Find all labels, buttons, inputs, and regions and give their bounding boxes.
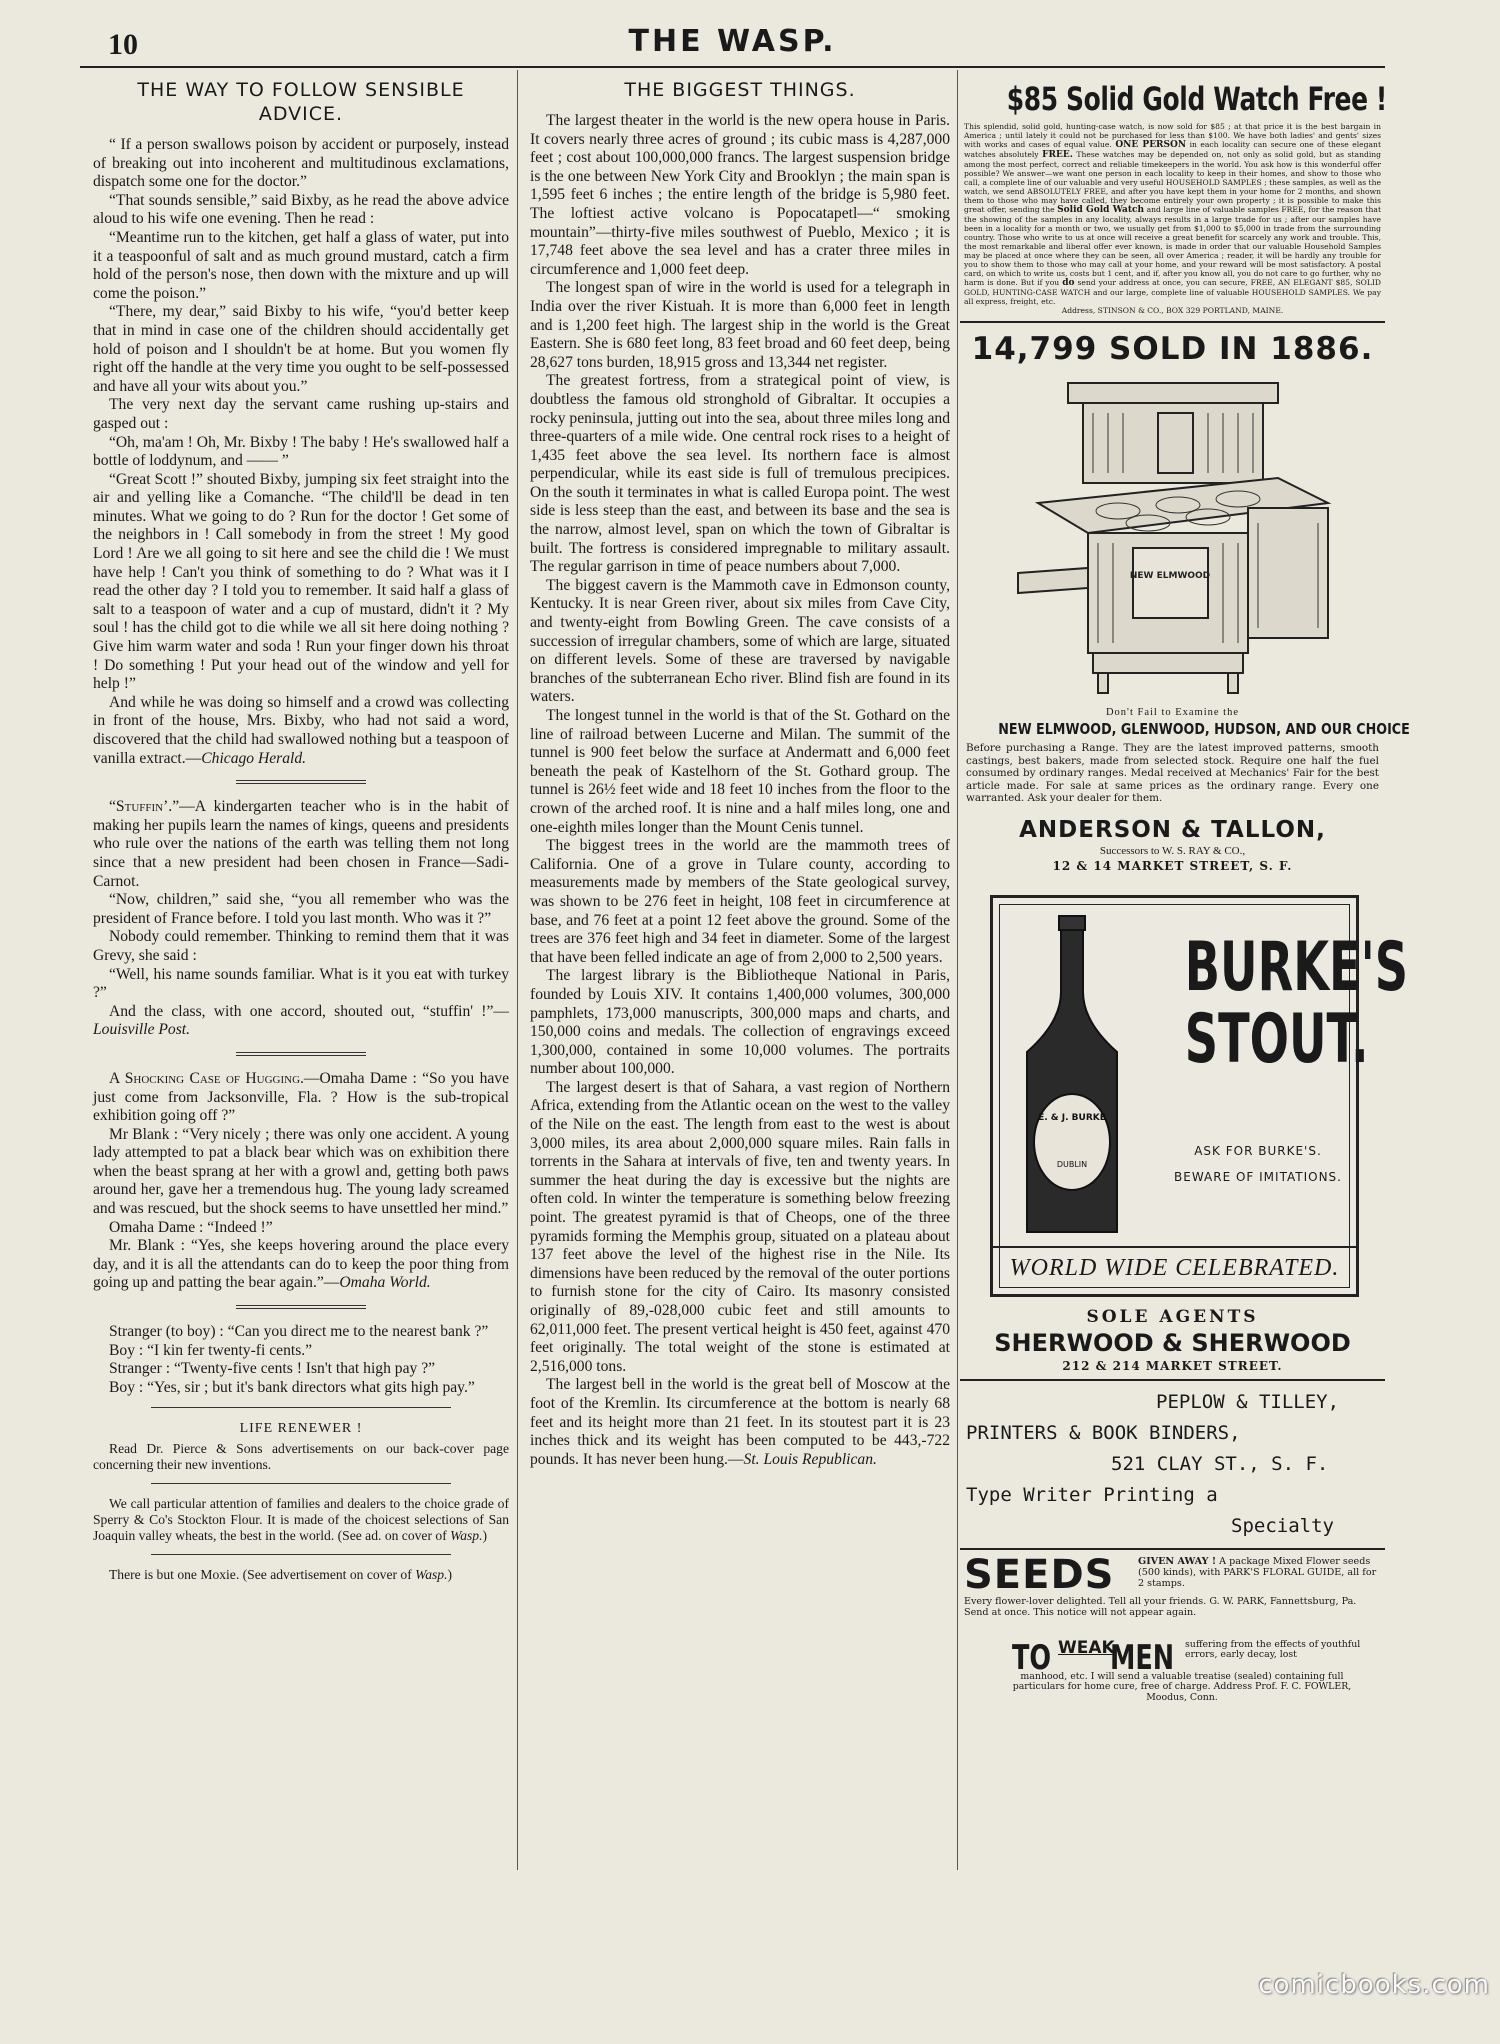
seeds-offer-text: A package Mixed Flower seeds (500 kinds), with PARK'S FLORAL GUIDE, all for 2 stamps. bbox=[1138, 1555, 1377, 1589]
article-hugging bbox=[93, 1070, 509, 1293]
paragraph bbox=[93, 694, 509, 768]
column-rule-2 bbox=[957, 70, 958, 1870]
bottle-label-top: E. & J. BURKE bbox=[1038, 1112, 1106, 1123]
separator bbox=[236, 1305, 366, 1309]
burkes-stout-title-line: STOUT. bbox=[1184, 999, 1369, 1079]
burkes-stout-title-line: BURKE'S bbox=[1184, 927, 1409, 1007]
paragraph: Omaha Dame : “Indeed !” bbox=[109, 1218, 273, 1236]
range-ad-headline: 14,799 SOLD IN 1886. bbox=[971, 331, 1374, 367]
article-lead: “Stuffin’.” bbox=[109, 798, 180, 816]
weak-men-text: manhood, etc. I will send a valuable treatise (sealed) containing full particulars for home cure, free of charge. Address Prof. F. C. FOWLER, Moodus, Conn. bbox=[1012, 1670, 1352, 1703]
paragraph: “Now, children,” said she, “you all remember who was the president of France before. I told you last month. Who was it ?” bbox=[93, 891, 509, 927]
source-credit: St. Louis Republican. bbox=[743, 1450, 877, 1468]
paragraph: “There, my dear,” said Bixby to his wife, “you'd better keep that in mind in case one of the children should accidentally get hold of poison and I shouldn't be at home. But you women fly right off the handle at the very time you ought to be self-possessed and have all your wits about you.” bbox=[93, 303, 509, 395]
paragraph: The very next day the servant came rushing up-stairs and gasped out : bbox=[93, 396, 509, 432]
notice-text: We call particular attention of families and dealers to the choice grade of Sperry & Co's Stockton Flour. It is made of the choicest selections of San Joaquin valley wheats, the best in the world. (See ad. on cover of bbox=[93, 1496, 509, 1543]
ad-divider bbox=[960, 1379, 1385, 1381]
flour-notice: We call particular attention of families and dealers to the choice grade of Sperry & Co's Stockton Flour. It is made of the choicest selections of San Joaquin valley wheats, the best in the world. (See ad. on cover of Wasp.) bbox=[93, 1496, 509, 1543]
paragraph: “Well, his name sounds familiar. What is it you eat with turkey ?” bbox=[93, 965, 509, 1002]
watch-ad-title: $85 Solid Gold Watch Free ! bbox=[1006, 80, 1387, 118]
paragraph bbox=[93, 1003, 509, 1040]
source-credit: Chicago Herald. bbox=[201, 749, 307, 767]
paragraph-text: —A kindergarten teacher who is in the habit of making her pupils learn the names of kings, queens and presidents who rule over the nations of the earth was telling them not long since that a new president had been chosen in France—Sadi-Carnot. bbox=[93, 798, 509, 890]
burkes-stout-beware: BEWARE OF IMITATIONS. bbox=[1174, 1169, 1342, 1184]
range-ad-body: Before purchasing a Range. They are the latest improved patterns, smooth castings, best bakers, made from selected stock. Require one half the fuel consumed by ordinary ranges. Medal received at Mechanics' Fair for the best article made. For sale at same prices as the ordinary range. Every one warranted. Ask your dealer for them. bbox=[966, 742, 1379, 804]
burkes-stout-box bbox=[990, 895, 1409, 1297]
paragraph-text: The largest bell in the world is the great bell of Moscow at the foot of the Kremlin. Its circumference at the bottom is nearly 68 feet and its height more than 21 feet. In its stoutest part it is 23 inches thick and its weight has been computed to be 443,-722 pounds. It has never been hung.— bbox=[530, 1376, 950, 1468]
peplow-line: Specialty bbox=[1231, 1514, 1334, 1537]
paragraph: “That sounds sensible,” said Bixby, as he read the above advice aloud to his wife one evening. Then he read : bbox=[93, 191, 509, 228]
weak-men-ad bbox=[960, 1636, 1385, 1706]
ad-divider bbox=[960, 321, 1385, 323]
watch-ad-text: These watches may be depended on, not only as solid gold, but as standing among the most perfect, correct and reliable timekeepers in the world. You ask how is this wonderful offer possible? We answer—we want one person in each locality to keep in their homes, and show to those who call, a complete line of our valuable and very useful HOUSEHOLD SAMPLES ; these samples, as well as the watch, we send ABSOLUTELY FREE, and after you have kept them in your home for 2 months, and shown them to those who may have called, they become entirely your own property ; it is possible to make this great offer, sending the bbox=[964, 150, 1382, 214]
watch-ad-text: and large line of valuable samples FREE, for the reason that the showing of the samples in any locality, always results in a large trade for us ; after our samples have been in a locality for a month or two, we usually get from $1,000 to $5,000 in trade from the surrounding country. Those who write to us at once will receive a great benefit for scarcely any work and trouble. This, the most remarkable and liberal offer ever known, is made in order that our valuable Household Samples may be placed at once where they can be seen, all over America ; reader, it will be hardly any trouble for you to show them to those who may call at your home, and your reward will be most satisfactory. A postal card, on which to write us, costs but 1 cent, and if, after you know all, you do not care to go further, why no harm is done. But if you bbox=[964, 205, 1382, 287]
watch-ad-emphasis: Solid Gold Watch bbox=[1057, 205, 1145, 215]
watch-ad-emphasis: ONE PERSON bbox=[1115, 140, 1187, 150]
notice-text: There is but one Moxie. (See advertisement on cover of bbox=[109, 1567, 416, 1582]
paragraph: The longest tunnel in the world is that of the St. Gothard on the line of railroad between Lucerne and Milan. The summit of the tunnel is 900 feet below the surface at Andermatt and 6,000 feet beneath the peak of Kastelhorn of the St. Gothard group. The tunnel is 26½ feet wide and 18 feet 10 inches from the floor to the crown of the arched roof. It is nine and a half miles long, one and one-eighth miles longer than the Mount Cenis tunnel. bbox=[530, 707, 950, 836]
life-renewer-notice: Read Dr. Pierce & Sons advertisements on our back-cover page concerning their new inventions. bbox=[93, 1441, 509, 1472]
peplow-line: PEPLOW & TILLEY, bbox=[1156, 1390, 1340, 1413]
seeds-headline: SEEDS bbox=[964, 1551, 1115, 1598]
peplow-line: Type Writer Printing a bbox=[966, 1483, 1218, 1506]
seeds-details-text: Every flower-lover delighted. Tell all your friends. G. W. PARK, Fannettsburg, Pa. bbox=[964, 1595, 1357, 1607]
article-lead: A Shocking Case of Hugging. bbox=[109, 1069, 304, 1087]
weak-men-to: TO bbox=[1012, 1637, 1052, 1678]
paragraph: “Oh, ma'am ! Oh, Mr. Bixby ! The baby ! He's swallowed half a bottle of loddynum, and —— ” bbox=[93, 433, 509, 470]
paragraph: Boy : “Yes, sir ; but it's bank directors what gits high pay.” bbox=[109, 1378, 475, 1396]
burkes-stout-ad bbox=[960, 895, 1409, 1373]
weak-men-men: MEN bbox=[1110, 1637, 1175, 1678]
burkes-stout-banner: WORLD WIDE CELEBRATED. bbox=[993, 1246, 1356, 1288]
burkes-agent-name: SHERWOOD & SHERWOOD bbox=[994, 1328, 1351, 1357]
paragraph: The biggest trees in the world are the mammoth trees of California. One of a grove in Tulare county, according to measurements made by members of the State geological survey, was shown to be 276 feet in height, 108 feet in circumference at base, and 76 feet at a point 12 feet above the ground. Some of the trees are 376 feet high and 34 feet in diameter. Some of the largest that have been felled indicate an age of from 2,000 to 2,500 years. bbox=[530, 837, 950, 966]
seeds-given-away: GIVEN AWAY ! bbox=[1138, 1555, 1217, 1567]
watermark: comicbooks.com bbox=[1258, 1970, 1490, 2000]
cooking-range-illustration bbox=[1008, 373, 1338, 703]
watch-ad bbox=[960, 80, 1385, 315]
paragraph-text: Mr. Blank : “Yes, she keeps hovering around the place every day, and it is all the attendants can do to keep the poor thing from going up and patting the bear again.”— bbox=[93, 1237, 509, 1292]
paragraph: Stranger : “Twenty-five cents ! Isn't that high pay ?” bbox=[109, 1360, 436, 1378]
weak-men-text: suffering from the effects of youthful errors, early decay, lost bbox=[1185, 1638, 1361, 1660]
range-ad-dont-fail: Don't Fail to Examine the bbox=[1105, 707, 1240, 718]
range-ad bbox=[960, 331, 1410, 873]
peplow-tilley-ad bbox=[966, 1387, 1385, 1542]
column-rule-1 bbox=[517, 70, 518, 1870]
watch-ad-body bbox=[964, 122, 1381, 315]
watch-ad-emphasis: do bbox=[1062, 278, 1075, 288]
seeds-details-text: Send at once. This notice will not appear again. bbox=[964, 1607, 1197, 1618]
moxie-notice: There is but one Moxie. (See advertisement on cover of Wasp.) bbox=[109, 1567, 453, 1582]
separator bbox=[236, 1052, 366, 1056]
weak-men-weak: WEAK bbox=[1058, 1637, 1115, 1658]
seeds-details bbox=[964, 1596, 1384, 1619]
paragraph: Boy : “I kin fer twenty-fi cents.” bbox=[109, 1341, 313, 1359]
stout-bottle-illustration bbox=[1007, 912, 1137, 1242]
paragraph: The longest span of wire in the world is used for a telegraph in India over the river Kistuah. It is more than 6,000 feet in length and is 1,200 feet high. The largest ship in the world is the Great Eastern. She is 680 feet long, 83 feet broad and 60 feet deep, being 28,627 tons burden, 18,915 gross and 13,344 net register. bbox=[530, 279, 950, 371]
burkes-stout-title bbox=[1184, 927, 1409, 1079]
notice-wasp: Wasp. bbox=[415, 1567, 448, 1582]
source-credit: Omaha World. bbox=[339, 1274, 431, 1292]
separator bbox=[151, 1483, 451, 1484]
burkes-sole-agents: SOLE AGENTS bbox=[1086, 1306, 1259, 1327]
watch-ad-emphasis: FREE. bbox=[1042, 150, 1073, 160]
stove-nameplate: NEW ELMWOOD bbox=[1129, 571, 1210, 581]
paragraph: The largest library is the Bibliotheque National in Paris, founded by Louis XIV. It contains 1,400,000 volumes, 300,000 pamphlets, 173,000 manuscripts, 300,000 maps and charts, and 150,000 coins and medals. The collection of engravings exceed 1,300,000, contained in some 10,000 volumes. The portraits number about 100,000. bbox=[530, 967, 950, 1078]
watch-ad-address: Address, STINSON & CO., BOX 329 PORTLAND, MAINE. bbox=[1061, 306, 1284, 315]
paragraph bbox=[93, 1237, 509, 1293]
advertisements-column bbox=[960, 74, 1410, 1706]
burkes-agent-address: 212 & 214 MARKET STREET. bbox=[1062, 1358, 1283, 1373]
column-1 bbox=[93, 78, 509, 1583]
peplow-line: PRINTERS & BOOK BINDERS, bbox=[966, 1421, 1241, 1444]
article-title-biggest-things: THE BIGGEST THINGS. bbox=[624, 79, 856, 101]
seeds-ad bbox=[960, 1551, 1385, 1620]
seeds-offer bbox=[1138, 1556, 1383, 1589]
paragraph-text: And the class, with one accord, shouted out, “stuffin' !”— bbox=[109, 1002, 509, 1020]
paragraph: “Great Scott !” shouted Bixby, jumping six feet straight into the air and yelling like a Comanche. “The child'll be dead in ten minutes. What we going to do ? Run for the doctor ! Get some of the neighbors in ! Call somebody in from the street ! My good Lord ! Are we all going to sit here and see the child die ! We must have help ! Can't you think of something to do ? What was it I read the other day ? I told you to remember. It said half a glass of salt to a teaspoon of water and a cup of mustard, didn't it ? My soul ! has the child got to die while we all sit here doing nothing ? Give him warm water and soda ! Run your finger down his throat ! Do something ! Put your head out of the window and yell for help !” bbox=[93, 470, 509, 693]
burkes-stout-ask: ASK FOR BURKE'S. bbox=[1194, 1143, 1322, 1158]
separator bbox=[151, 1554, 451, 1555]
separator bbox=[236, 780, 366, 784]
paragraph: The largest desert is that of Sahara, a vast region of Northern Africa, extending from the Atlantic ocean on the west to the valley of the Nile on the east. The length from east to the west is about 3,000 miles, its area about 2,000,000 square miles. Rain falls in torrents in the Sahara at intervals of five, ten and twenty years. In summer the heat during the day is excessive but the nights are often cold. In winter the temperature is something below freezing point. The greatest pyramid is that of Cheops, one of the three pyramids forming the Memphis group, situated on a plateau about 137 feet above the level of the highest rise in the Nile. Its dimensions have been reduced by the removal of the outer portions to furnish stone for the city of Cairo. Its masonry consisted originally of 89,-028,000 cubic feet and still amounts to 62,011,000 feet. The present vertical height is 450 feet, against 470 feet originally. The total weight of the stone is estimated at 2,516,000 tons. bbox=[530, 1078, 950, 1375]
notice-wasp: Wasp. bbox=[450, 1528, 483, 1543]
header-rule bbox=[80, 66, 1385, 68]
range-ad-firm: ANDERSON & TALLON, bbox=[1019, 816, 1326, 843]
paragraph: Mr Blank : “Very nicely ; there was only one accident. A young lady attempted to pat a black bear which was on exhibition there when the beast sprang at her with a growl and, getting both paws around her, gave her a tremendous hug. The young lady screamed and was rescued, but the shock seems to have unsettled her mind.” bbox=[93, 1125, 509, 1218]
paragraph: The largest theater in the world is the new opera house in Paris. It covers nearly three acres of ground ; its cubic mass is 4,287,000 feet ; cost about 100,000,000 francs. The largest suspension bridge is the one between New York City and Brooklyn ; the main span is 1,595 feet 6 inches ; the entire length of the bridge is 5,980 feet. The loftiest active volcano is Popocatapetl—“ smoking mountain”—thirty-five miles southwest of Pueblo, Mexico ; it is 17,748 feet above the sea level and has a crater three miles in circumference and 1,000 feet deep. bbox=[530, 112, 950, 278]
article-sensible-advice bbox=[93, 136, 509, 768]
masthead: THE WASP. bbox=[628, 24, 837, 59]
paragraph bbox=[93, 1070, 509, 1126]
article-title-sensible-advice: THE WAY TO FOLLOW SENSIBLE ADVICE. bbox=[137, 79, 465, 125]
life-renewer-title: LIFE RENEWER ! bbox=[239, 1421, 363, 1437]
paragraph-text: —Omaha Dame : “So you have just come from Jacksonville, Fla. ? How is the sub-tropical exhibition going off ?” bbox=[93, 1069, 509, 1125]
paragraph bbox=[530, 1376, 950, 1469]
range-ad-successors: Successors to W. S. RAY & CO., bbox=[1099, 844, 1246, 857]
paragraph: The greatest fortress, from a strategical point of view, is doubtless the famous old stronghold of Gibraltar. It occupies a rocky peninsula, jutting out into the sea, about three miles long and three-quarters of a mile wide. One central rock rises to a height of 1,435 feet above the sea level. Its northern face is almost perpendicular, while its east side is full of tremulous precipices. On the south it terminates in what is called Europa point. The west side is less steep than the east, and between its base and the sea is the narrow, almost level, span on which the town of Gibraltar is built. The fortress is considered impregnable to military assault. The regular garrison in time of peace numbers about 7,000. bbox=[530, 372, 950, 576]
watch-ad-text: send your address at once, you can secure, FREE, AN ELEGANT $85, SOLID GOLD, HUNTING-CASE WATCH and our large, complete line of valuable HOUSEHOLD SAMPLES. We pay all express, freight, etc. bbox=[964, 278, 1382, 306]
paragraph-text: And while he was doing so himself and a crowd was collecting in front of the house, Mrs. Bixby, who had not said a word, discovered that the child had swallowed nothing but a teaspoon of vanilla extract.— bbox=[93, 693, 509, 767]
page-number: 10 bbox=[108, 28, 138, 61]
bottle-label-bottom: DUBLIN bbox=[1056, 1159, 1088, 1169]
paragraph: The biggest cavern is the Mammoth cave in Edmonson county, Kentucky. It is near Green river, about six miles from Cave City, and twenty-eight from Bowling Green. The cave consists of a succession of irregular chambers, some of which are large, situated on different levels. Some of these are traversed by navigable branches of the subterranean Echo river. Blind fish are found in its waters. bbox=[530, 576, 950, 706]
separator bbox=[151, 1407, 451, 1408]
article-biggest-things bbox=[530, 112, 950, 1469]
article-stuffin bbox=[93, 798, 509, 1040]
article-bank bbox=[93, 1323, 509, 1397]
paragraph bbox=[93, 798, 509, 891]
source-credit: Louisville Post. bbox=[93, 1021, 191, 1039]
peplow-line: 521 CLAY ST., S. F. bbox=[1111, 1452, 1329, 1475]
range-ad-models: NEW ELMWOOD, GLENWOOD, HUDSON, AND OUR CHOICE bbox=[998, 720, 1410, 738]
range-ad-address: 12 & 14 MARKET STREET, S. F. bbox=[1052, 858, 1293, 873]
running-header bbox=[80, 24, 1385, 64]
paragraph: “Meantime run to the kitchen, get half a glass of water, put into it a teaspoonful of salt and as much ground mustard, catch a firm hold of the person's nose, then down with the mixture and up will come the poison.” bbox=[93, 228, 509, 302]
paragraph: Stranger (to boy) : “Can you direct me to the nearest bank ?” bbox=[109, 1323, 489, 1341]
column-2 bbox=[530, 78, 950, 1469]
watch-ad-text: This splendid, solid gold, hunting-case watch, is now sold for $85 ; at that price it is the best bargain in America ; until lately it could not be purchased for less than $100. We have both ladies' and gents' sizes with works and cases of equal value. bbox=[964, 122, 1381, 149]
paragraph: Nobody could remember. Thinking to remind them that it was Grevy, she said : bbox=[93, 928, 509, 964]
ad-divider bbox=[960, 1548, 1385, 1550]
paragraph: “ If a person swallows poison by accident or purposely, instead of breaking out into incoherent and multitudinous exclamations, dispatch some one for the doctor.” bbox=[93, 136, 509, 191]
watch-ad-text: in each locality can secure one of these elegant watches absolutely bbox=[964, 140, 1382, 159]
